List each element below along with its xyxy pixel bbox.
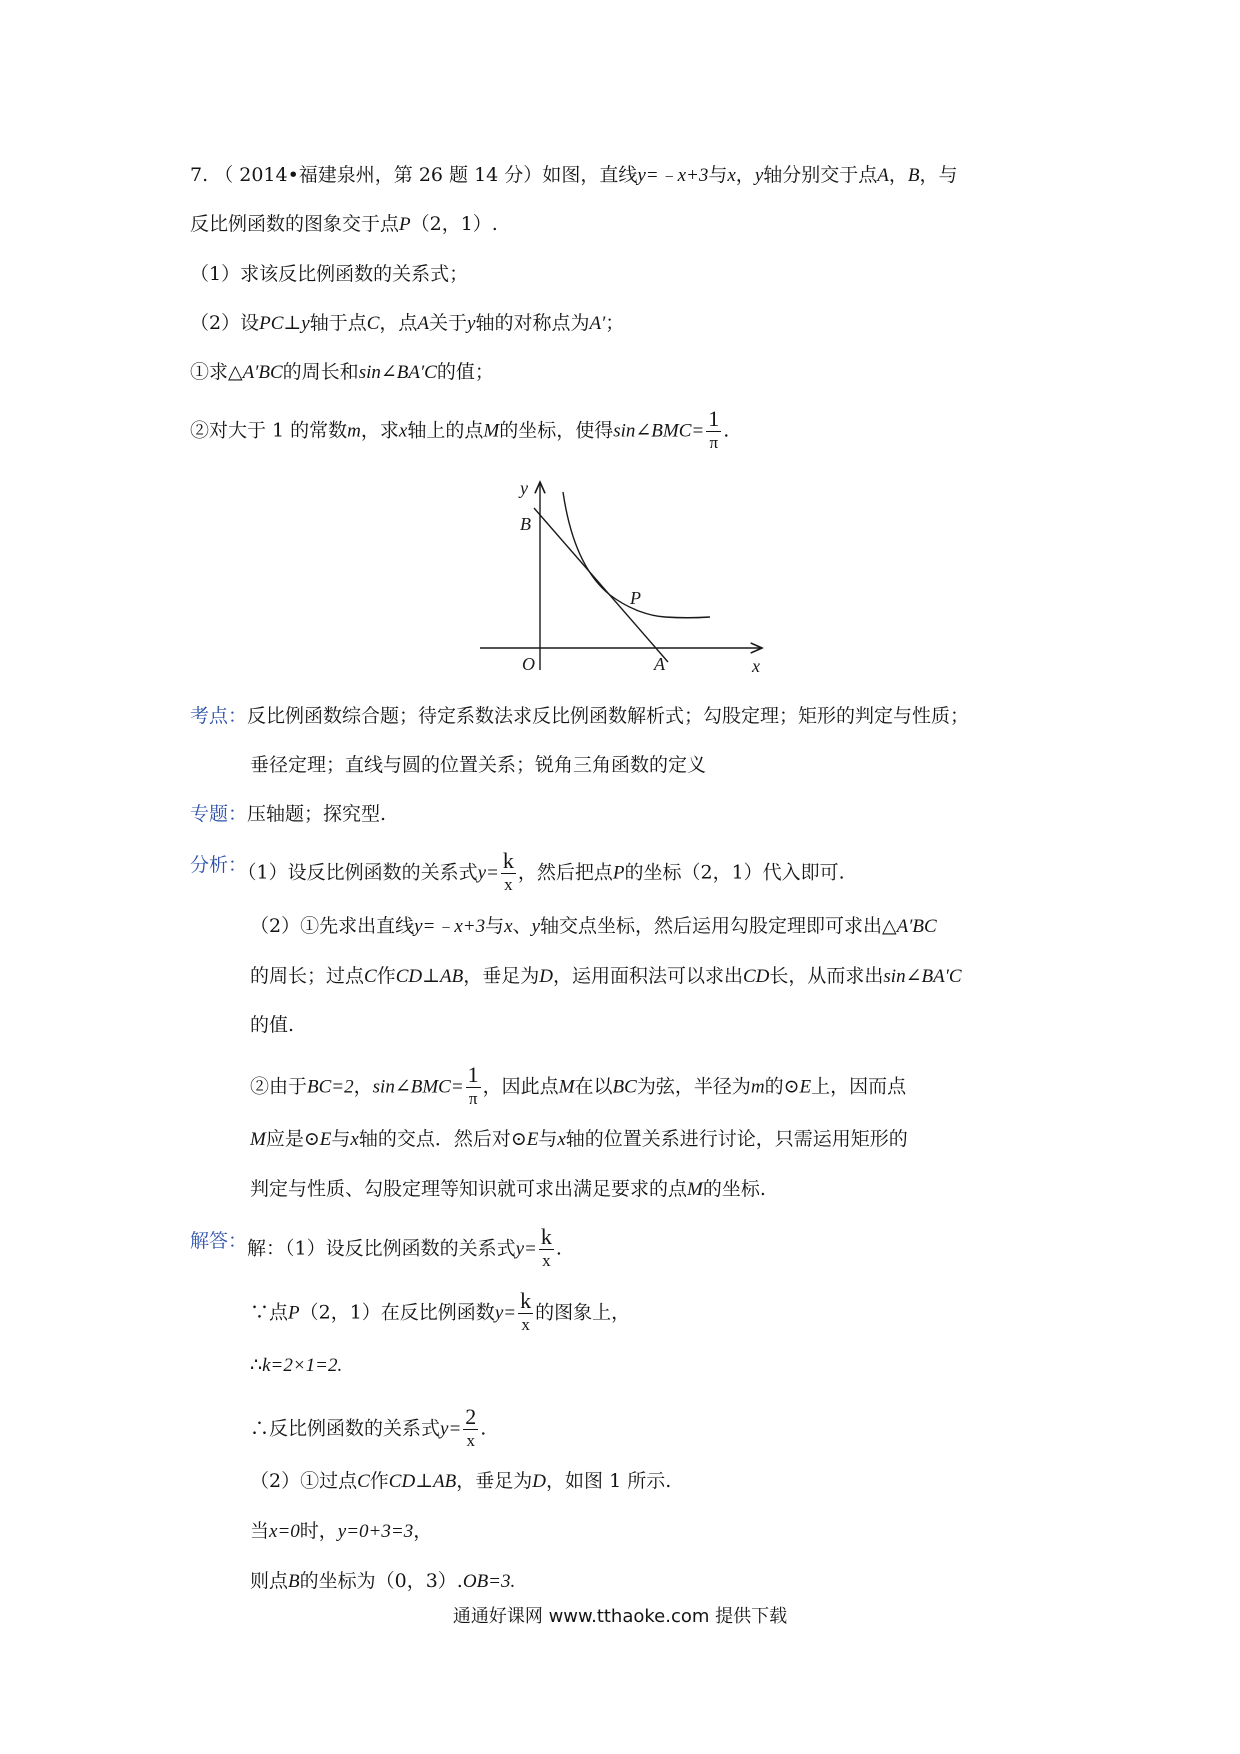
question-2-1: ①求△A′BC的周长和sin∠BA′C的值； xyxy=(190,361,494,383)
function-graph-figure xyxy=(470,470,770,680)
page-footer: 通通好课网 www.tthaoke.com 提供下载 xyxy=(452,1606,788,1627)
fenxi-line-5: ②由于BC=2，sin∠BMC= $\frac{1}{\pi}$ ，因此点M在以BC为弦，半径为m的⊙E上，因而点 xyxy=(250,1062,907,1108)
line-AB xyxy=(534,508,668,662)
label-B: B xyxy=(520,514,531,534)
fenxi-line-1: 分析：（1）设反比例函数的关系式y= $\frac{k}{x}$ ，然后把点P的坐标（2，1）代入即可. xyxy=(190,848,845,894)
zhuanti-label: 专题： xyxy=(190,803,248,825)
label-P: P xyxy=(630,588,641,608)
kaodian-line-1: 考点：反比例函数综合题；待定系数法求反比例函数解析式；勾股定理；矩形的判定与性质； xyxy=(190,705,970,727)
zhuanti-line: 专题：压轴题；探究型. xyxy=(190,803,387,825)
label-x: x xyxy=(752,656,760,676)
question-2-2: ②对大于 1 的常数m，求x轴上的点M的坐标，使得sin∠BMC= $\frac{1}{\pi}$ . xyxy=(190,406,730,452)
fraction-1-over-pi-2: $\frac{1}{\pi}$ xyxy=(467,1062,479,1108)
jieda-line-7: 则点B的坐标为（0，3）.OB=3. xyxy=(250,1570,516,1592)
fraction-2-over-x: $\frac{2}{x}$ xyxy=(465,1404,477,1450)
jieda-line-5: （2）①过点C作CD⊥AB，垂足为D，如图 1 所示. xyxy=(250,1470,672,1492)
jieda-line-4: ∴反比例函数的关系式y= $\frac{2}{x}$ . xyxy=(250,1404,487,1450)
label-O: O xyxy=(522,654,535,674)
fraction-k-over-x-2: $\frac{k}{x}$ xyxy=(540,1224,552,1270)
fraction-k-over-x-3: $\frac{k}{x}$ xyxy=(520,1288,532,1334)
jieda-label: 解答： xyxy=(190,1229,248,1252)
question-1: （1）求该反比例函数的关系式； xyxy=(190,263,469,285)
fenxi-line-6: M应是⊙E与x轴的交点．然后对⊙E与x轴的位置关系进行讨论，只需运用矩形的 xyxy=(250,1128,908,1150)
fraction-k-over-x: $\frac{k}{x}$ xyxy=(502,848,514,894)
jieda-line-6: 当x=0时，y=0+3=3， xyxy=(250,1520,433,1542)
jieda-line-1: 解答：解：（1）设反比例函数的关系式y= $\frac{k}{x}$ . xyxy=(190,1224,562,1270)
fraction-1-over-pi: $\frac{1}{\pi}$ xyxy=(708,406,720,452)
jieda-line-2: ∵点P（2，1）在反比例函数y= $\frac{k}{x}$ 的图象上， xyxy=(250,1288,631,1334)
label-A: A xyxy=(654,654,665,674)
fenxi-line-7: 判定与性质、勾股定理等知识就可求出满足要求的点M的坐标. xyxy=(250,1178,766,1200)
fenxi-line-3: 的周长；过点C作CD⊥AB，垂足为D，运用面积法可以求出CD长，从而求出sin∠BA′C xyxy=(250,965,962,987)
problem-line-2: 反比例函数的图象交于点P（2，1）. xyxy=(190,213,498,235)
fenxi-label: 分析： xyxy=(190,853,248,876)
jieda-line-3: ∴k=2×1=2. xyxy=(250,1354,343,1376)
fenxi-line-2: （2）①先求出直线y=﹣x+3与x、y轴交点坐标，然后运用勾股定理即可求出△A′BC xyxy=(250,915,937,937)
kaodian-line-2: 垂径定理；直线与圆的位置关系；锐角三角函数的定义 xyxy=(250,754,707,776)
label-y: y xyxy=(520,478,528,498)
problem-line-1: 7. （ 2014•福建泉州，第 26 题 14 分）如图，直线y=﹣x+3与x，y轴分别交于点A，B，与 xyxy=(190,164,958,186)
fenxi-line-4: 的值. xyxy=(250,1014,295,1036)
question-2: （2）设PC⊥y轴于点C，点A关于y轴的对称点为A′； xyxy=(190,312,625,334)
kaodian-label: 考点： xyxy=(190,705,248,727)
